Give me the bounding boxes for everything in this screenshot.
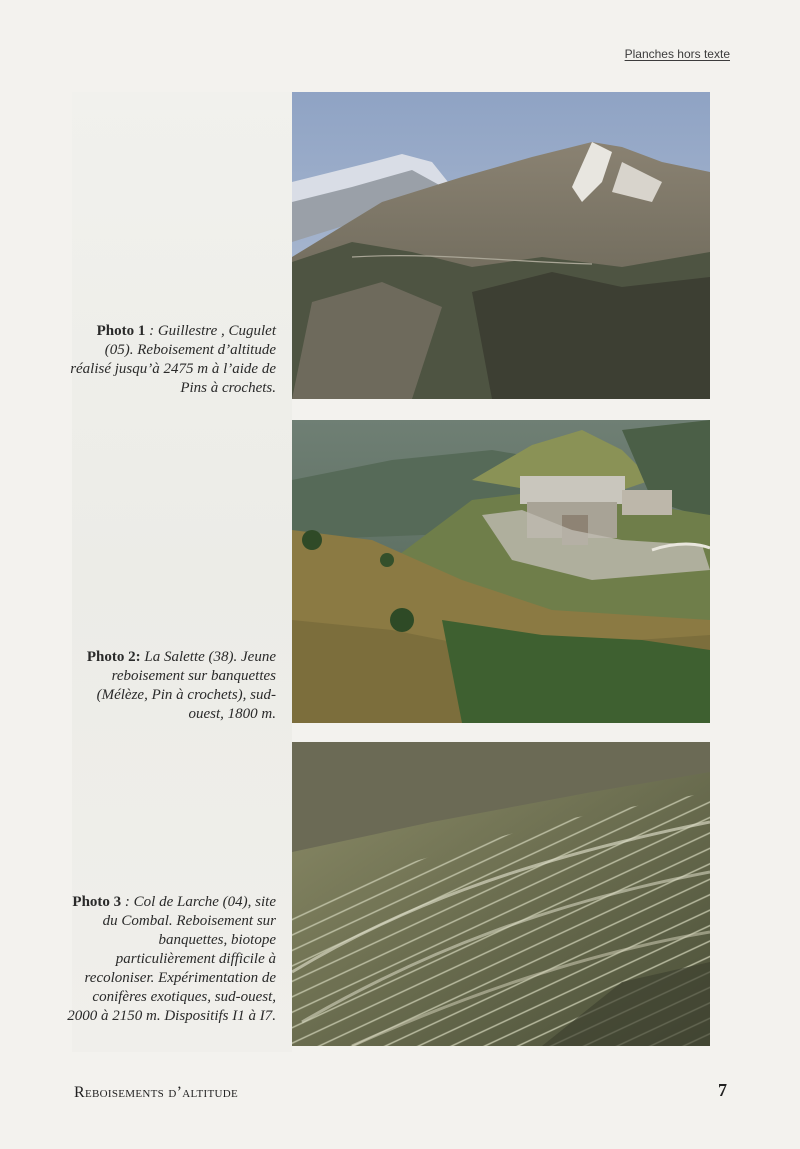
photo-3-text: Col de Larche (04), site du Combal. Reboisement sur banquettes, biotope particulièrement difficile à recoloniser. Expérimentation de conifères exotiques, sud-ouest, 2000 à 2150 m. Dispositifs I1 à I7. [67, 894, 276, 1024]
running-footer-title: Reboisements d’altitude [74, 1084, 238, 1101]
photo-1-label: Photo 1 [96, 323, 146, 339]
page-number: 7 [718, 1080, 727, 1100]
photo-2-la-salette [292, 420, 710, 723]
photo-1-text: Guillestre , Cugulet (05). Reboisement d’altitude réalisé jusqu’à 2475 m à l’aide de Pins à crochets. [70, 323, 276, 396]
photo-3-col-de-larche [292, 742, 710, 1046]
photo-2-text: La Salette (38). Jeune reboisement sur banquettes (Mélèze, Pin à crochets), sud-ouest, 1800 m. [96, 649, 276, 722]
section-header: Planches hors texte [624, 47, 730, 61]
photo-2-caption [66, 648, 276, 724]
photo-1-caption: Photo 1 : Guillestre , Cugulet (05). Reboisement d’altitude réalisé jusqu’à 2475 m à l’aide de Pins à crochets. [70, 323, 276, 396]
photo-1-mountain-reforestation [292, 92, 710, 399]
photo-3-label: Photo 3 [72, 894, 122, 910]
photo-2-label: Photo 2: [86, 649, 141, 665]
photo-3-caption: Photo 3 : Col de Larche (04), site du Combal. Reboisement sur banquettes, biotope particulièrement difficile à recoloniser. Expérimentation de conifères exotiques, sud-ouest, 2000 à 2150 m. Dispositifs I1 à I7. [67, 894, 276, 1024]
